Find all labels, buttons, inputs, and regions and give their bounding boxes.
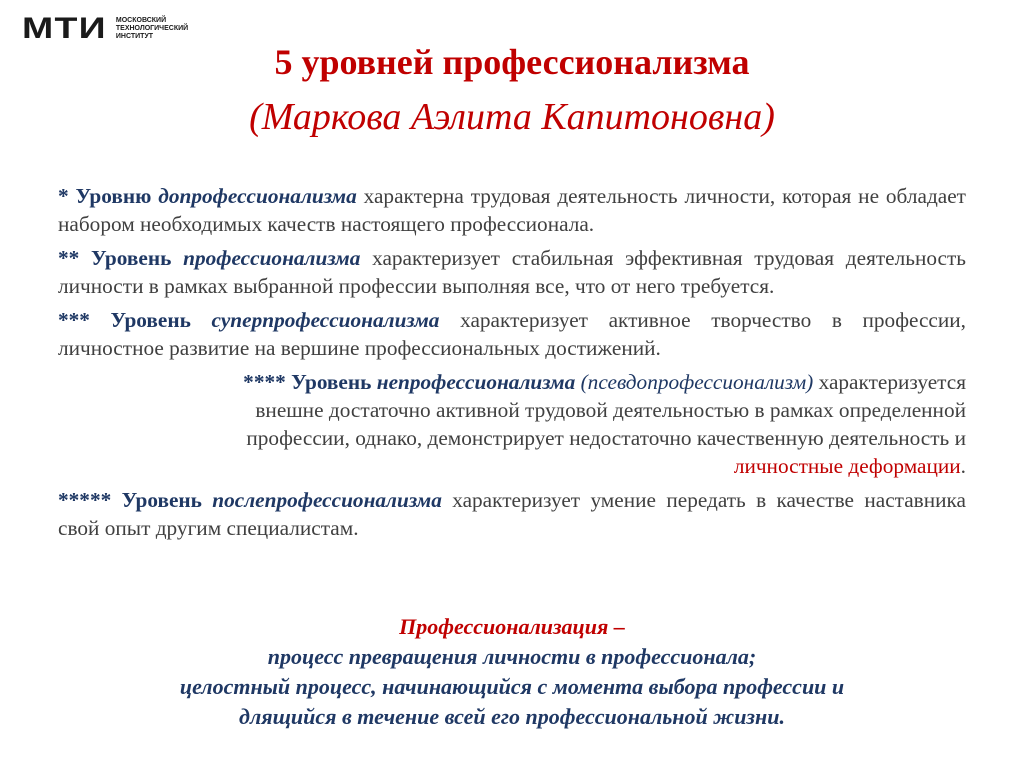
level-4-end: . [960, 454, 966, 478]
level-5-label: ***** Уровень [58, 488, 202, 512]
logo-line-2: ТЕХНОЛОГИЧЕСКИЙ [115, 25, 189, 32]
level-1-term: допрофессионализма [158, 184, 357, 208]
institute-logo [22, 14, 188, 44]
level-4-paren: (псевдопрофессионализм) [580, 370, 814, 394]
level-1-text: характерна трудовая деятельность личности, которая не обладает набором необходимых качеств настоящего профессионала. [58, 184, 966, 236]
level-4-line-1 [88, 368, 966, 396]
definition-block [0, 612, 1024, 732]
level-1-paragraph [58, 182, 966, 238]
definition-title: Профессионализация – [399, 614, 625, 639]
logo-mark: МТИ [22, 12, 107, 45]
slide-subtitle: (Маркова Аэлита Капитоновна) [249, 96, 775, 138]
level-1-label: * Уровню [58, 184, 152, 208]
level-4-paragraph [58, 368, 966, 480]
level-2-text: характеризует стабильная эффективная трудовая деятельность личности в рамках выбранной профессии выполняя все, что от него требуется. [58, 246, 967, 298]
level-2-paragraph [58, 244, 966, 300]
level-3-term: суперпрофессионализма [211, 308, 440, 332]
level-4-term: непрофессионализма [376, 370, 576, 394]
slide-title: 5 уровней профессионализма [274, 42, 750, 82]
level-4-line-4 [88, 452, 966, 480]
definition-line-2: целостный процесс, начинающийся с момента выбора профессии и [179, 674, 845, 699]
levels-text [58, 182, 966, 548]
level-4-line-2: внешне достаточно активной трудовой деятельностью в рамках определенной [255, 398, 966, 422]
level-4-text: характеризуется [818, 370, 966, 394]
level-2-label: ** Уровень [58, 246, 172, 270]
level-3-label: *** Уровень [58, 308, 191, 332]
level-5-text: характеризует умение передать в качестве наставника свой опыт другим специалистам. [58, 488, 966, 540]
level-2-term: профессионализма [183, 246, 361, 270]
logo-caption [116, 17, 188, 41]
definition-line-1: процесс превращения личности в профессионала; [267, 644, 757, 669]
definition-line-3: длящийся в течение всей его профессиональной жизни. [239, 704, 785, 729]
level-5-paragraph [58, 486, 966, 542]
level-5-term: послепрофессионализма [212, 488, 442, 512]
level-3-paragraph [58, 306, 966, 362]
level-4-label: **** Уровень [243, 370, 372, 394]
logo-line-3: ИНСТИТУТ [115, 33, 154, 40]
level-4-line-3: профессии, однако, демонстрирует недостаточно качественную деятельность и [246, 426, 966, 450]
level-3-text: характеризует активное творчество в профессии, личностное развитие на вершине профессиональных достижений. [58, 308, 966, 360]
level-4-red-text: личностные деформации [733, 454, 961, 478]
logo-line-1: МОСКОВСКИЙ [115, 17, 167, 24]
